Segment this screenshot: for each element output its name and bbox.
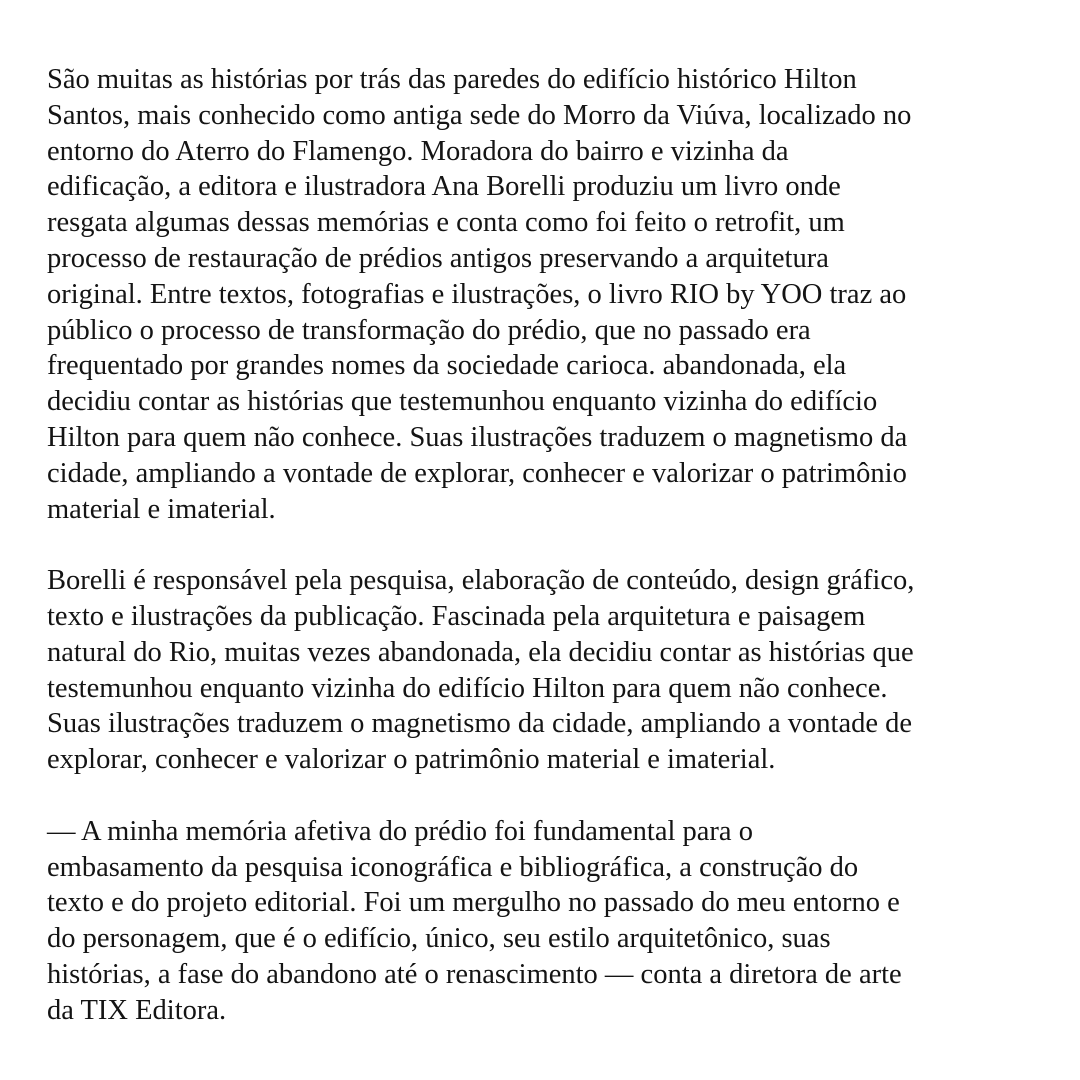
text-line: Borelli é responsável pela pesquisa, elaboração de conteúdo, design gráfico, <box>47 565 915 597</box>
text-line: São muitas as histórias por trás das paredes do edifício histórico Hilton <box>47 64 857 95</box>
text-line: histórias, a fase do abandono até o renascimento — conta a diretora de arte <box>47 958 902 990</box>
text-line: — A minha memória afetiva do prédio foi fundamental para o <box>47 815 753 847</box>
text-line: da TIX Editora. <box>47 994 227 1026</box>
paragraph-intro <box>47 62 1047 527</box>
text-line: Suas ilustrações traduzem o magnetismo da cidade, ampliando a vontade de <box>47 708 913 740</box>
paragraph-borelli <box>47 563 1047 778</box>
text-line: texto e do projeto editorial. Foi um mergulho no passado do meu entorno e <box>47 887 900 919</box>
text-line: explorar, conhecer e valorizar o patrimônio material e imaterial. <box>47 744 776 776</box>
text-line: material e imaterial. <box>47 493 276 525</box>
text-line: natural do Rio, muitas vezes abandonada, ela decidiu contar as histórias que <box>47 636 914 668</box>
text-line: público o processo de transformação do prédio, que no passado era <box>47 314 811 346</box>
text-line: edificação, a editora e ilustradora Ana Borelli produziu um livro onde <box>47 171 841 203</box>
text-line: testemunhou enquanto vizinha do edifício Hilton para quem não conhece. <box>47 672 888 704</box>
paragraph-quote <box>47 814 1047 1029</box>
text-line: Santos, mais conhecido como antiga sede do Morro da Viúva, localizado no <box>47 99 912 131</box>
text-line: processo de restauração de prédios antigos preservando a arquitetura <box>47 242 829 274</box>
text-line: Hilton para quem não conhece. Suas ilustrações traduzem o magnetismo da <box>47 421 908 453</box>
text-line: decidiu contar as histórias que testemunhou enquanto vizinha do edifício <box>47 386 878 418</box>
text-line: frequentado por grandes nomes da sociedade carioca. abandonada, ela <box>47 350 847 382</box>
article-body <box>47 62 1047 1029</box>
text-line: texto e ilustrações da publicação. Fascinada pela arquitetura e paisagem <box>47 600 866 632</box>
text-line: resgata algumas dessas memórias e conta como foi feito o retrofit, um <box>47 207 845 239</box>
text-line: entorno do Aterro do Flamengo. Moradora do bairro e vizinha da <box>47 135 789 167</box>
text-line: embasamento da pesquisa iconográfica e bibliográfica, a construção do <box>47 851 859 883</box>
text-line: original. Entre textos, fotografias e ilustrações, o livro RIO by YOO traz ao <box>47 278 907 310</box>
text-line: cidade, ampliando a vontade de explorar, conhecer e valorizar o patrimônio <box>47 457 907 489</box>
text-line: do personagem, que é o edifício, único, seu estilo arquitetônico, suas <box>47 923 831 955</box>
